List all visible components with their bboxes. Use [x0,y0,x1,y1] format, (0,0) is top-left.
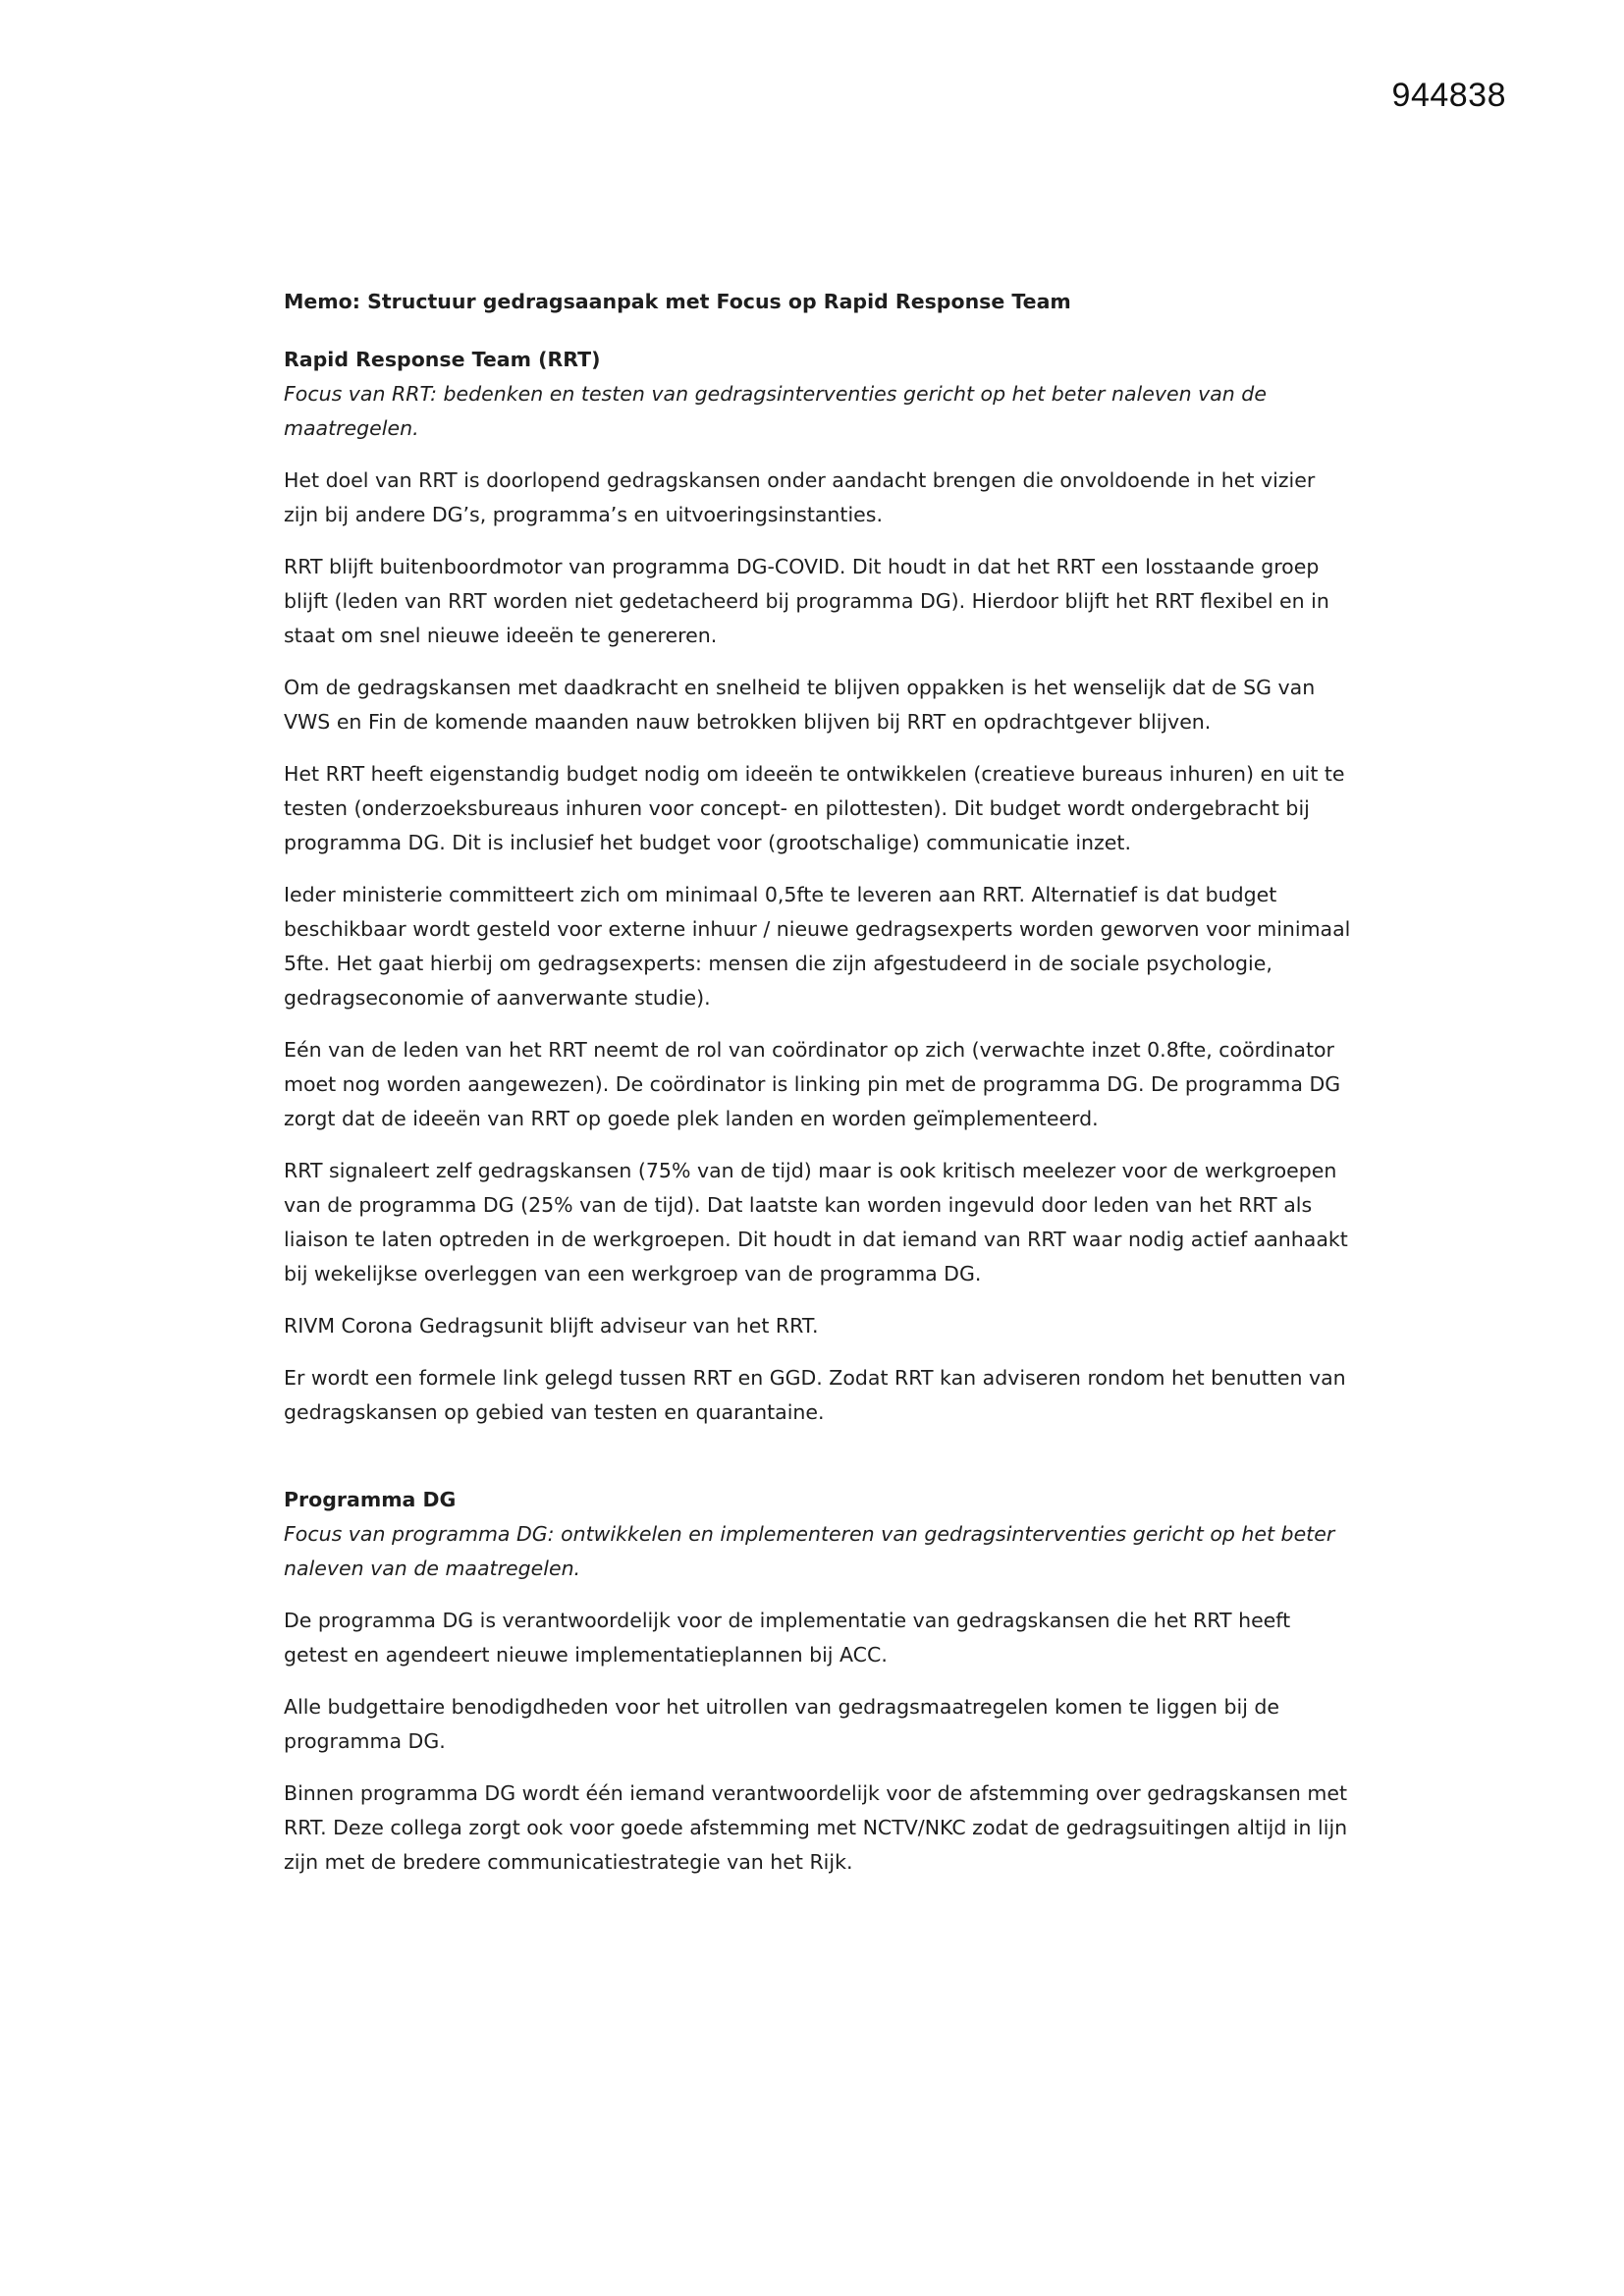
section-focus: Focus van RRT: bedenken en testen van gedragsinterventies gericht op het beter naleven van de maatregelen. [284,382,1267,440]
memo-title: Memo: Structuur gedragsaanpak met Focus op Rapid Response Team [284,290,1071,313]
paragraph: Binnen programma DG wordt één iemand verantwoordelijk voor de afstemming over gedragskansen met RRT. Deze collega zorgt ook voor goede afstemming met NCTV/NKC zodat de gedragsuitingen altijd in lijn zijn met de bredere communicatiestrategie van het Rijk. [284,1781,1348,1874]
section-focus: Focus van programma DG: ontwikkelen en implementeren van gedragsinterventies gericht op het beter naleven van de maatregelen. [284,1522,1335,1580]
paragraph: Het RRT heeft eigenstandig budget nodig om ideeën te ontwikkelen (creatieve bureaus inhuren) en uit te testen (onderzoeksbureaus inhuren voor concept- en pilottesten). Dit budget wordt ondergebracht bij programma DG. Dit is inclusief het budget voor (grootschalige) communicatie inzet. [284,762,1345,854]
memo-page [284,285,1354,1897]
paragraph: Er wordt een formele link gelegd tussen RRT en GGD. Zodat RRT kan adviseren rondom het benutten van gedragskansen op gebied van testen en quarantaine. [284,1366,1346,1424]
section-title: Programma DG [284,1488,457,1511]
paragraph: Alle budgettaire benodigdheden voor het uitrollen van gedragsmaatregelen komen te liggen bij de programma DG. [284,1695,1280,1753]
paragraph: Ieder ministerie committeert zich om minimaal 0,5fte te leveren aan RRT. Alternatief is dat budget beschikbaar wordt gesteld voor externe inhuur / nieuwe gedragsexperts worden geworven voor minimaal 5fte. Het gaat hierbij om gedragsexperts: mensen die zijn afgestudeerd in de sociale psychologie, gedragseconomie of aanverwante studie). [284,883,1351,1010]
paragraph: De programma DG is verantwoordelijk voor de implementatie van gedragskansen die het RRT heeft getest en agendeert nieuwe implementatieplannen bij ACC. [284,1609,1291,1667]
section-spacer [284,1448,1354,1483]
section-rrt [284,343,1354,1430]
paragraph: RRT blijft buitenboordmotor van programma DG-COVID. Dit houdt in dat het RRT een losstaande groep blijft (leden van RRT worden niet gedetacheerd bij programma DG). Hierdoor blijft het RRT flexibel en in staat om snel nieuwe ideeën te genereren. [284,555,1329,647]
section-title: Rapid Response Team (RRT) [284,348,601,371]
paragraph: Het doel van RRT is doorlopend gedragskansen onder aandacht brengen die onvoldoende in het vizier zijn bij andere DG’s, programma’s en uitvoeringsinstanties. [284,468,1316,526]
section-programma-dg [284,1483,1354,1880]
paragraph: RIVM Corona Gedragsunit blijft adviseur van het RRT. [284,1314,819,1338]
document-id: 944838 [1391,77,1506,114]
paragraph: Om de gedragskansen met daadkracht en snelheid te blijven oppakken is het wenselijk dat de SG van VWS en Fin de komende maanden nauw betrokken blijven bij RRT en opdrachtgever blijven. [284,676,1316,734]
paragraph: RRT signaleert zelf gedragskansen (75% van de tijd) maar is ook kritisch meelezer voor de werkgroepen van de programma DG (25% van de tijd). Dat laatste kan worden ingevuld door leden van het RRT als liaison te laten optreden in de werkgroepen. Dit houdt in dat iemand van RRT waar nodig actief aanhaakt bij wekelijkse overleggen van een werkgroep van de programma DG. [284,1159,1348,1285]
paragraph: Eén van de leden van het RRT neemt de rol van coördinator op zich (verwachte inzet 0.8fte, coördinator moet nog worden aangewezen). De coördinator is linking pin met de programma DG. De programma DG zorgt dat de ideeën van RRT op goede plek landen en worden geïmplementeerd. [284,1038,1341,1130]
